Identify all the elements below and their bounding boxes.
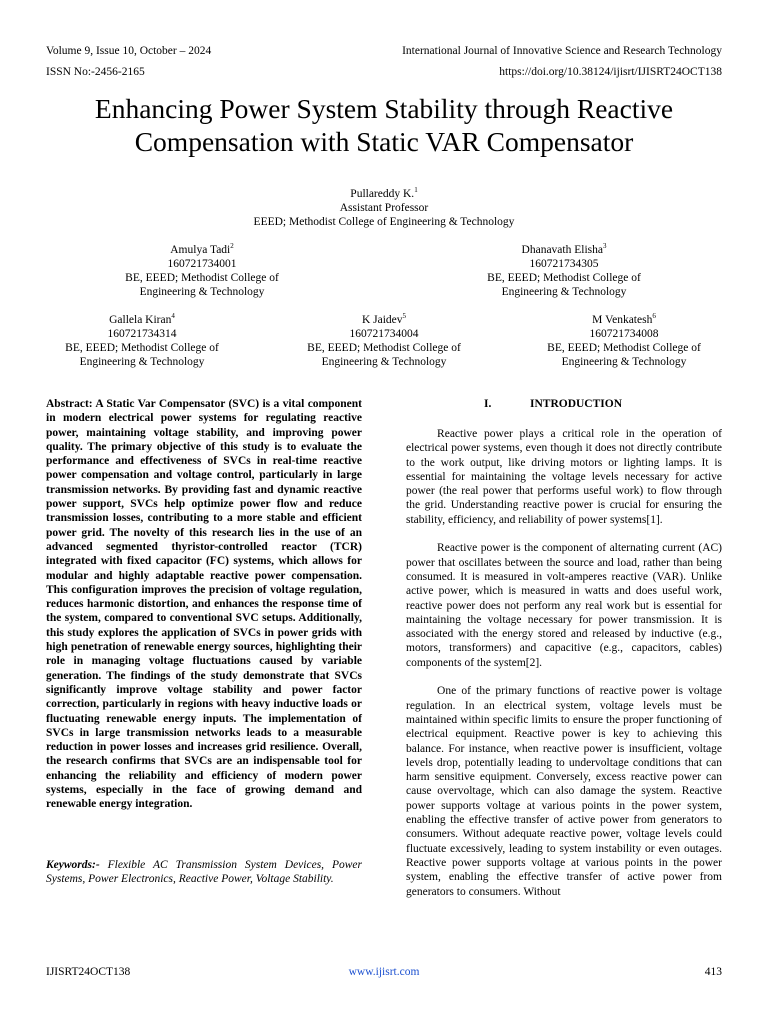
volume-info: Volume 9, Issue 10, October – 2024	[46, 45, 212, 57]
author-affiliation-line-2: Engineering & Technology	[321, 356, 447, 368]
paragraph: One of the primary functions of reactive power is voltage regulation. In an electrical system, voltage levels must be maintained within specific limits to ensure the proper functioning of electrical equipment. Reactive power is key to achieving this balance. For instance, when reactive power is insufficient, voltage levels drop, potentially leading to undervoltage conditions that can harm sensitive equipment. Conversely, excess reactive power can cause overvoltage, which can also damage the system. Reactive power supports voltage at various points in the power system, enabling the effective transfer of active power from generators to consumers. Without adequate reactive power, voltage levels could fluctuate excessively, leading to system instability or even outages. Reactive power supports voltage at various points in the power system, enabling the effective transfer of active power from generators to consumers. Without	[406, 685, 722, 898]
keywords	[46, 858, 362, 887]
author-block-lead	[184, 187, 584, 229]
abstract-text: Abstract: A Static Var Compensator (SVC) is a vital component in modern electrical power systems for regulating reactive power, maintaining voltage stability, and improving power quality. The primary objective of this study is to evaluate the performance and effectiveness of SVCs in real-time reactive power compensation and voltage control, particularly in large transmission networks. By providing fast and dynamic reactive power support, SVCs help optimize power flow and reduce transmission losses, contributing to a more stable and efficient power grid. The novelty of this research lies in the use of an advanced segmented thyristor-controlled reactor (TCR) integrated with fixed capacitor (FC) systems, which allows for modular and highly adaptable reactive power compensation. This configuration improves the precision of voltage regulation, reduces harmonic distortion, and enhances the response time of the system, compared to conventional SVC setups. Additionally, this study explores the application of SVCs in power grids with high penetration of renewable energy sources, highlighting their role in managing voltage fluctuations caused by variable generation. The findings of the study demonstrate that SVCs significantly improve voltage stability and power factor correction, particularly in regions with heavy inductive loads or fluctuating renewable energy inputs. The implementation of SVCs in large transmission networks leads to a measurable reduction in power losses and increases grid resilience. Overall, the research confirms that SVCs are an indispensable tool for enhancing the reliability and efficiency of modern power systems, especially in the face of growing demand and renewable energy integration.	[46, 398, 362, 811]
section-number: I.	[484, 398, 492, 410]
author-affiliation-line-2: Engineering & Technology	[79, 356, 205, 368]
issn: ISSN No:-2456-2165	[46, 66, 145, 78]
paper-title-line-2: Compensation with Static VAR Compensator	[134, 126, 634, 157]
author-affiliation-line-1: BE, EEED; Methodist College of	[65, 342, 219, 354]
introduction-body	[406, 427, 722, 913]
author-affiliation-line-2: Engineering & Technology	[501, 286, 627, 298]
author-id: 160721734001	[167, 258, 237, 270]
paragraph: Reactive power is the component of alternating current (AC) power that oscillates between the source and load, rather than being consumed. It is measured in volt-amperes reactive (VAR). Unlike active power, which is measured in watts and does useful work, reactive power does not perform any real work but is essential for maintaining the voltage necessary for power transmission. It is associated with the energy stored and released by inductive (e.g., motors, transformers) and capacitive (e.g., capacitors, cables) components of the system[2].	[406, 542, 722, 669]
author-affiliation-line-1: BE, EEED; Methodist College of	[125, 272, 279, 284]
author-name: Dhanavath Elisha	[521, 244, 603, 256]
author-name: M Venkatesh	[592, 314, 653, 326]
author-block-4	[24, 313, 260, 369]
keywords-text: Flexible AC Transmission System Devices, Power Systems, Power Electronics, Reactive Power, Voltage Stability.	[46, 859, 362, 886]
author-superscript: 6	[652, 312, 656, 321]
author-superscript: 4	[171, 312, 175, 321]
author-superscript: 2	[230, 242, 234, 251]
author-block-3	[446, 243, 682, 299]
author-affiliation-line-2: Engineering & Technology	[139, 286, 265, 298]
footer-paper-id: IJISRT24OCT138	[46, 966, 131, 978]
author-block-2	[84, 243, 320, 299]
author-affiliation-line-1: BE, EEED; Methodist College of	[547, 342, 701, 354]
author-block-5	[266, 313, 502, 369]
author-superscript: 1	[414, 186, 418, 195]
author-block-6	[506, 313, 742, 369]
footer-page-number: 413	[704, 966, 722, 978]
author-id: 160721734305	[529, 258, 599, 270]
section-title: INTRODUCTION	[530, 398, 623, 410]
author-name: K Jaidev	[361, 314, 403, 326]
author-affiliation-line-2: Engineering & Technology	[561, 356, 687, 368]
author-affiliation: EEED; Methodist College of Engineering & Technology	[253, 216, 515, 228]
author-id: 160721734314	[107, 328, 177, 340]
keywords-label: Keywords:-	[46, 859, 100, 871]
paragraph: Reactive power plays a critical role in the operation of electrical power systems, even though it does not directly contribute to the work output, like driving motors or lighting lamps. It is essential for maintaining the voltage levels necessary for active power (the real power that performs useful work) to flow through the grid. Understanding reactive power is crucial for ensuring the stability, efficiency, and reliability of power systems[1].	[406, 428, 722, 526]
paper-title	[20, 92, 748, 158]
journal-name: International Journal of Innovative Science and Research Technology	[402, 45, 722, 57]
author-affiliation-line-1: BE, EEED; Methodist College of	[307, 342, 461, 354]
abstract	[46, 397, 362, 812]
author-superscript: 5	[402, 312, 407, 321]
author-id: 160721734008	[589, 328, 659, 340]
author-superscript: 3	[602, 242, 607, 251]
author-affiliation-line-1: BE, EEED; Methodist College of	[487, 272, 641, 284]
author-name: Amulya Tadi	[170, 244, 231, 256]
doi-link[interactable]: https://doi.org/10.38124/ijisrt/IJISRT24OCT138	[499, 66, 722, 78]
paper-title-line-1: Enhancing Power System Stability through Reactive	[94, 93, 674, 124]
author-name: Pullareddy K.	[350, 188, 415, 200]
footer-website-link[interactable]: www.ijisrt.com	[348, 966, 420, 978]
author-role: Assistant Professor	[339, 202, 429, 214]
author-id: 160721734004	[349, 328, 419, 340]
author-name: Gallela Kiran	[109, 314, 172, 326]
